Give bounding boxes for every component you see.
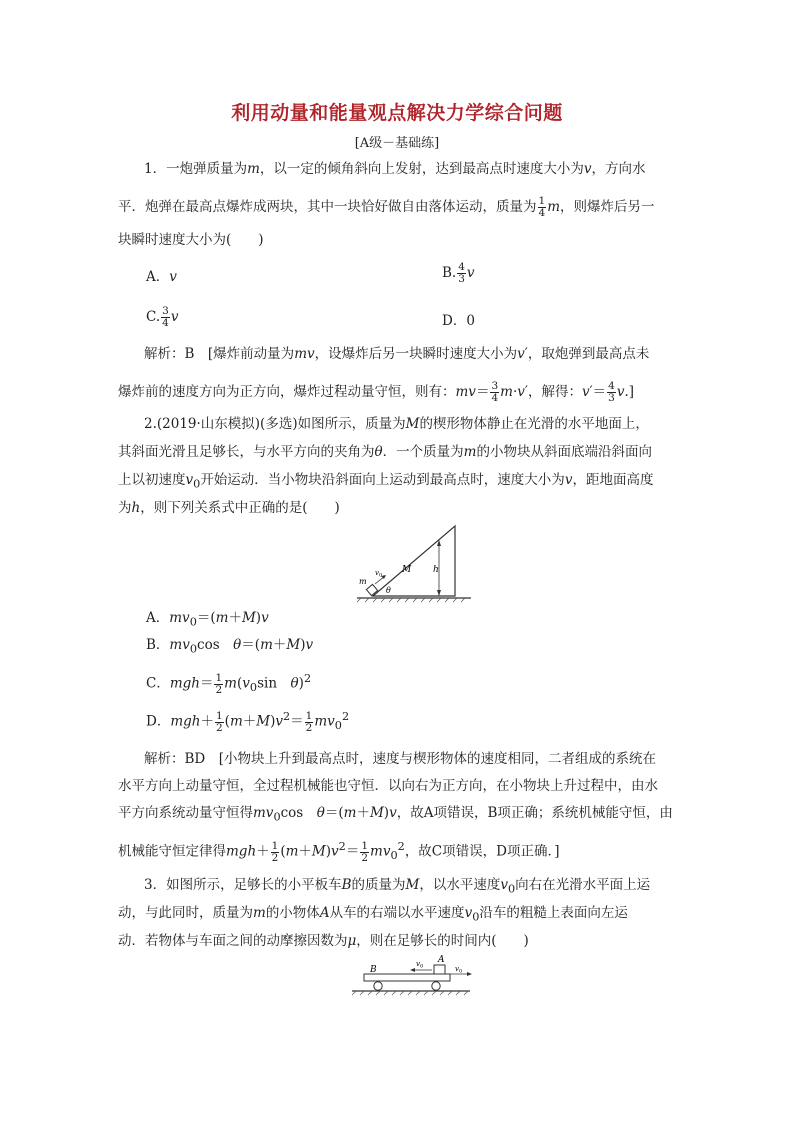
fig-label-theta: θ: [386, 586, 391, 595]
page-title: 利用动量和能量观点解决力学综合问题: [231, 102, 563, 124]
q2-analysis-2: 水平方向上动量守恒，全过程机械能也守恒．以向右为正方向，在小物块上升过程中，由水: [118, 778, 658, 794]
fig-label-M: M: [402, 565, 412, 575]
q3-line-2: 动，与此同时，质量为m的小物体A从车的右端以水平速度$v_0$沿车的粗糙上表面向左运: [118, 905, 628, 924]
q2-line-2: 其斜面光滑且足够长，与水平方向的夹角为θ．一个质量为m的小物块从斜面底端沿斜面向: [118, 444, 652, 460]
q2-wedge-figure: [355, 520, 475, 602]
fig-label-v0: $v_0$: [375, 569, 383, 579]
fig-label-h: h: [433, 565, 439, 575]
q2-analysis-1: 解析：BD [小物块上升到最高点时，速度与楔形物体的速度相同，二者组成的系统在: [144, 751, 657, 767]
q2-line-4: 为h，则下列关系式中正确的是( ): [118, 500, 340, 516]
q2-option-c[interactable]: C．mgh＝ $\frac{1}{2}$ $m(v_0\sin$ θ)$^2$: [146, 671, 312, 696]
q3-cart-figure: [350, 955, 480, 997]
q1-line-1: 1．一炮弹质量为m，以一定的倾角斜向上发射，达到最高点时速度大小为v，方向水: [144, 161, 646, 177]
q2-line-3: 上以初速度$v_0$开始运动．当小物块沿斜面向上运动到最高点时，速度大小为v，距地面高度: [118, 472, 654, 491]
q1-analysis-1: 解析：B [爆炸前动量为mv，设爆炸后另一块瞬时速度大小为v′，取炮弹到最高点未: [144, 346, 650, 362]
fig-label-v0-right: $v_0$: [455, 965, 463, 975]
q1-option-a[interactable]: A．v: [146, 269, 177, 285]
q1-option-b[interactable]: B. $\frac{4}{3}$ v: [442, 261, 475, 285]
fig-label-B: B: [370, 965, 377, 975]
q1-option-c[interactable]: C. $\frac{3}{4}$ v: [146, 305, 179, 329]
q1-line-3: 块瞬时速度大小为( ): [118, 232, 264, 248]
q1-line-2: 平．炮弹在最高点爆炸成两块，其中一块恰好做自由落体运动，质量为 $\frac{1}{4}$ m，则爆炸后另一: [118, 195, 655, 219]
q2-analysis-3: 平方向系统动量守恒得$mv_0\cos$ θ＝(m＋M)v，故A项错误，B项正确；系统机械能守恒，由: [118, 805, 673, 824]
q1-analysis-2: 爆炸前的速度方向为正方向，爆炸过程动量守恒，则有：mv＝ $\frac{3}{4}$ m·v′，解得：v′＝ $\frac{4}{3}$ v.]: [118, 380, 635, 404]
q1-option-d[interactable]: D．0: [442, 313, 475, 329]
q2-option-a[interactable]: A．$mv_0=(m+M)v$: [146, 610, 269, 629]
level-label: [A级－基础练]: [354, 136, 440, 151]
q2-line-1: 2.(2019·山东模拟)(多选)如图所示，质量为M的楔形物体静止在光滑的水平地面上，: [144, 416, 649, 432]
fig-label-m: m: [359, 577, 367, 586]
q3-line-1: 3．如图所示，足够长的小平板车B的质量为M，以水平速度$v_0$向右在光滑水平面上运: [144, 877, 651, 896]
q3-line-3: 动．若物体与车面之间的动摩擦因数为μ，则在足够长的时间内( ): [118, 933, 529, 949]
fig-label-A: A: [438, 955, 445, 965]
q2-option-b[interactable]: B．$mv_0\cos$ θ＝(m＋M)v: [146, 637, 314, 656]
q2-option-d[interactable]: D．mgh＋ $\frac{1}{2}$ $(m+M)v^2=$ $\frac{1}{2}$ $mv_0^2$: [146, 709, 350, 734]
q2-analysis-4: 机械能守恒定律得mgh＋ $\frac{1}{2}$ $(m+M)v^2=$ $\frac{1}{2}$ $mv_0^2$，故C项错误，D项正确．]: [118, 839, 560, 864]
fig-label-v0-left: $v_0$: [416, 960, 424, 970]
